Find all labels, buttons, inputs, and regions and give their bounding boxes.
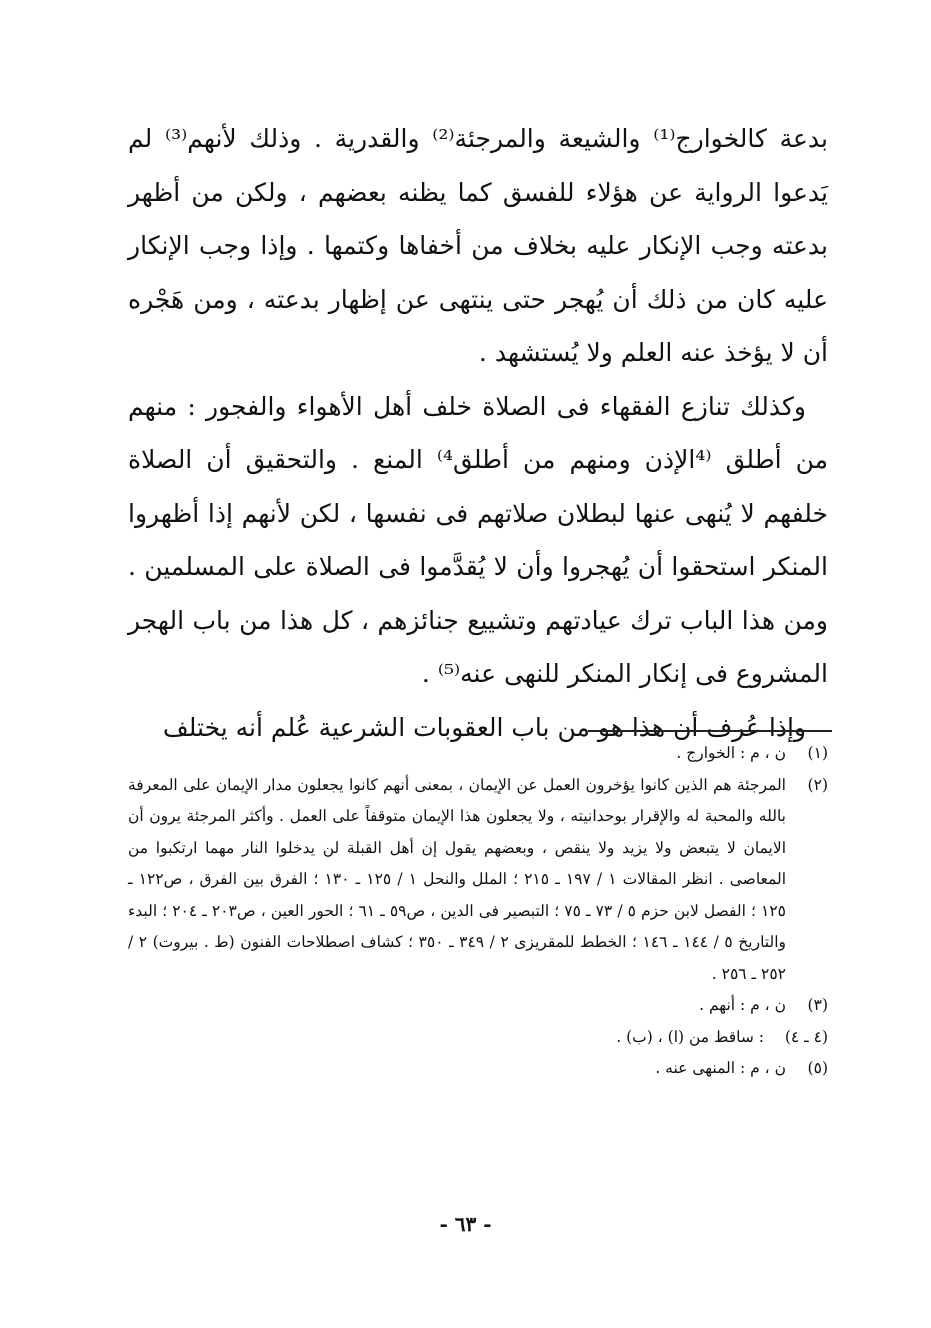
footnote-number: (٤ ـ ٤) — [784, 1027, 828, 1046]
page-number: - ٦٣ - — [439, 1212, 492, 1236]
footnote-number: (١) — [807, 744, 828, 762]
footnote-text: : ساقط من (ا) ، (ب) . — [616, 1027, 764, 1046]
footnote-4 — [128, 1022, 828, 1054]
footnote-text: ن ، م : أنهم . — [699, 996, 786, 1014]
footnotes — [128, 738, 828, 1085]
footnote-number: (٥) — [807, 1059, 828, 1077]
paragraph-1: بدعة كالخوارج⁽¹⁾ والشيعة والمرجئة⁽²⁾ والقدرية . وذلك لأنهم⁽³⁾ لم يَدعوا الرواية عن هؤلاء للفسق كما يظنه بعضهم ، ولكن من أظهر بدعته وجب الإنكار عليه بخلاف من أخفاها وكتمها . وإذا وجب الإنكار عليه كان من ذلك أن يُهجر حتى ينتهى عن إظهار بدعته ، ومن هَجْره أن لا يؤخذ عنه العلم ولا يُستشهد . — [128, 124, 828, 367]
main-text — [128, 112, 828, 754]
footnote-divider — [588, 730, 832, 732]
footnote-3 — [128, 990, 828, 1022]
footnote-1 — [128, 738, 828, 770]
footnote-text: المرجئة هم الذين كانوا يؤخرون العمل عن الإيمان ، بمعنى أنهم كانوا يجعلون مدار الإيمان على المعرفة بالله والمحبة له والإقرار بوحدانيته ، ولا يجعلون هذا الإيمان متوقفاً على العمل . وأكثر المرجئة يرون أن الايمان لا يتبعض ولا يزيد ولا ينقص ، وبعضهم يقول إن أهل القبلة لن يدخلوا النار مهما ارتكبوا من المعاصى . انظر المقالات ١ / ١٩٧ ـ ٢١٥ ؛ الملل والنحل ١ / ١٢٥ ـ ١٣٠ ؛ الفرق بين الفرق ، ص١٢٢ ـ ١٢٥ ؛ الفصل لابن حزم ٥ / ٧٣ ـ ٧٥ ؛ التبصير فى الدين ، ص٥٩ ـ ٦١ ؛ الحور العين ، ص٢٠٣ ـ ٢٠٤ ؛ البدء والتاريخ ٥ / ١٤٤ ـ ١٤٦ ؛ الخطط للمقريزى ٢ / ٣٤٩ ـ ٣٥٠ ؛ كشاف اصطلاحات الفنون (ط . بيروت) ٢ / ٢٥٢ ـ ٢٥٦ . — [128, 775, 787, 983]
footnote-2 — [128, 770, 828, 991]
footnote-text: ن ، م : الخوارج . — [676, 744, 786, 762]
paragraph-2: وكذلك تنازع الفقهاء فى الصلاة خلف أهل الأهواء والفجور : منهم من أطلق ⁽⁴الإذن ومنهم من أطلق⁴⁾ المنع . والتحقيق أن الصلاة خلفهم لا يُنهى عنها لبطلان صلاتهم فى نفسها ، لكن لأنهم إذا أظهروا المنكر استحقوا أن يُهجروا وأن لا يُقدَّموا فى الصلاة على المسلمين . ومن هذا الباب ترك عيادتهم وتشييع جنائزهم ، كل هذا من باب الهجر المشروع فى إنكار المنكر للنهى عنه⁽⁵⁾ . — [128, 391, 828, 688]
footnote-number: (٢) — [807, 775, 828, 794]
paragraph-3: وإذا عُرف أن هذا هو من باب العقوبات الشرعية عُلم أنه يختلف — [162, 712, 806, 742]
footnote-number: (٣) — [807, 996, 828, 1014]
footnote-5 — [128, 1053, 828, 1085]
footnote-text: ن ، م : المنهى عنه . — [655, 1059, 786, 1077]
